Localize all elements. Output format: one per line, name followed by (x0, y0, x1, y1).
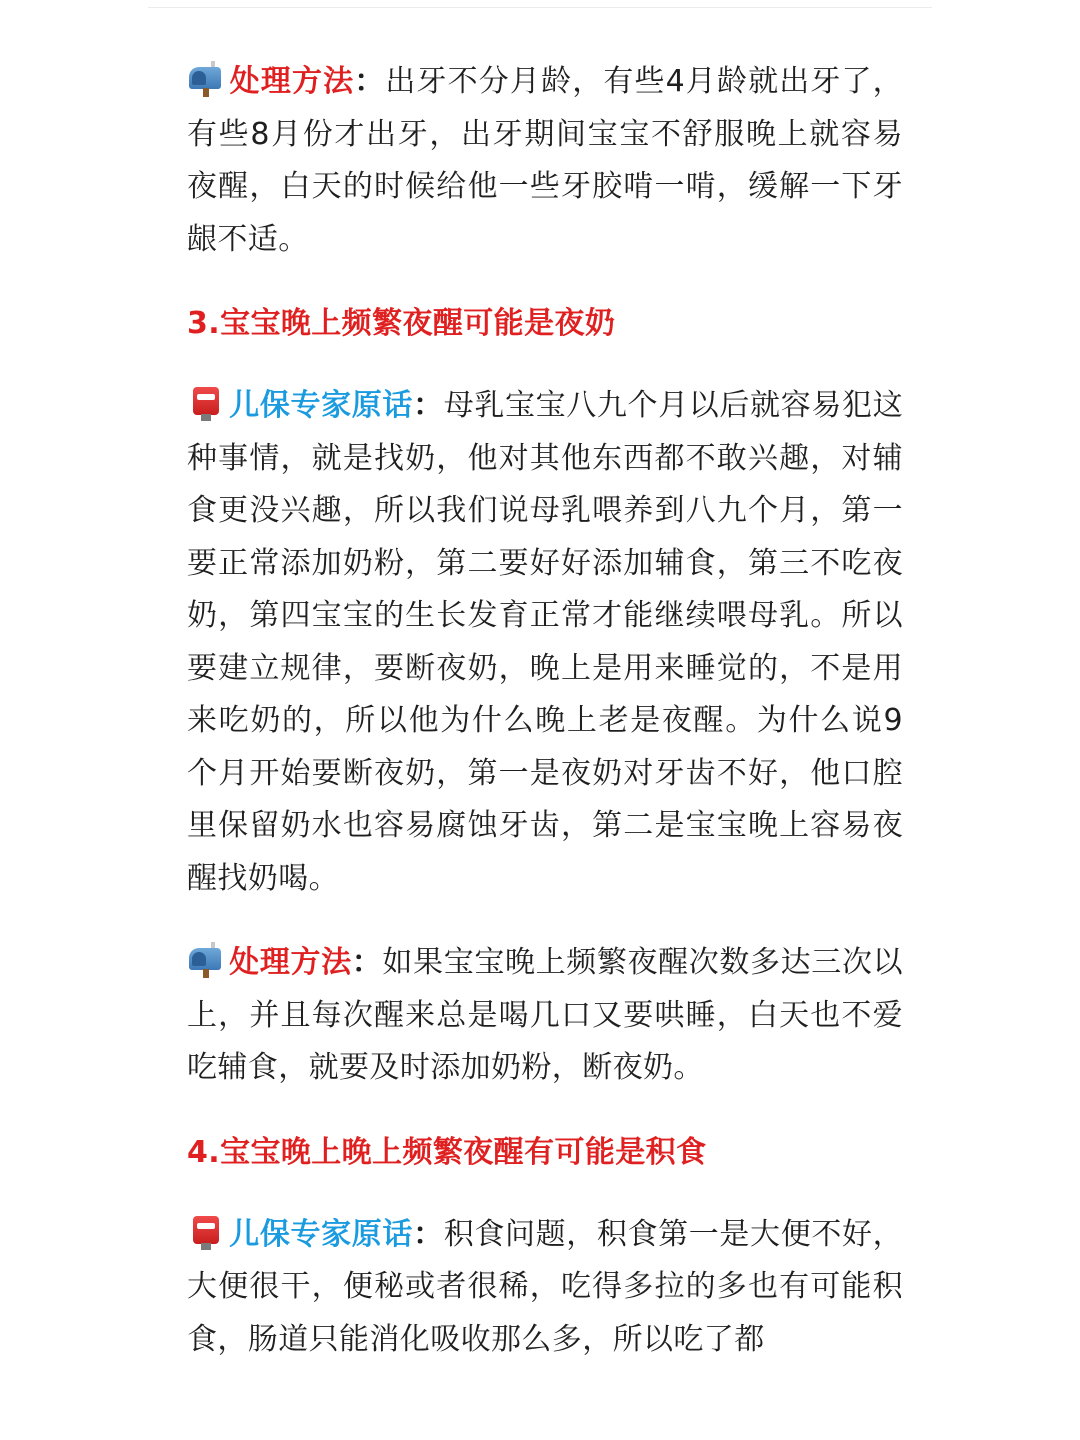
mailbox-icon (187, 61, 225, 97)
postbox-icon (187, 1214, 225, 1250)
colon: ： (351, 945, 383, 980)
method-text: 出牙不分月龄，有些4月龄就出牙了，有些8月份才出牙，出牙期间宝宝不舒服晚上就容易夜醒，白天的时候给他一些牙胶啃一啃，缓解一下牙龈不适。 (187, 64, 903, 257)
expert-text: 母乳宝宝八九个月以后就容易犯这种事情，就是找奶，他对其他东西都不敢兴趣，对辅食更没兴趣，所以我们说母乳喂养到八九个月，第一要正常添加奶粉，第二要好好添加辅食，第三不吃夜奶，第四宝宝的生长发育正常才能继续喂母乳。所以要建立规律，要断夜奶，晚上是用来睡觉的，不是用来吃奶的，所以他为什么晚上老是夜醒。为什么说9个月开始要断夜奶，第一是夜奶对牙齿不好，他口腔里保留奶水也容易腐蚀牙齿，第二是宝宝晚上容易夜醒找奶喝。 (187, 388, 904, 896)
section-heading-4: 4.宝宝晚上晚上频繁夜醒有可能是积食 (187, 1134, 707, 1170)
article-content (187, 56, 903, 1366)
mailbox-icon (187, 942, 225, 978)
colon: ： (413, 388, 444, 423)
method-text: 如果宝宝晚上频繁夜醒次数多达三次以上，并且每次醒来总是喝几口又要哄睡，白天也不爱吃辅食，就要及时添加奶粉，断夜奶。 (187, 945, 903, 1085)
expert-paragraph-2 (187, 1209, 903, 1367)
method-label: 处理方法 (229, 64, 355, 99)
section-heading-3: 3.宝宝晚上频繁夜醒可能是夜奶 (187, 306, 616, 341)
method-label: 处理方法 (229, 945, 352, 980)
method-paragraph-1 (187, 56, 903, 266)
top-divider (148, 7, 932, 8)
expert-label: 儿保专家原话 (229, 388, 414, 423)
colon: ： (354, 64, 386, 99)
postbox-icon (187, 385, 225, 421)
expert-label: 儿保专家原话 (229, 1216, 414, 1252)
method-paragraph-2 (187, 937, 903, 1095)
expert-text: 积食问题，积食第一是大便不好，大便很干，便秘或者很稀，吃得多拉的多也有可能积食，肠道只能消化吸收那么多，所以吃了都 (187, 1216, 904, 1357)
expert-paragraph-1 (187, 380, 903, 905)
colon: ： (413, 1216, 444, 1252)
